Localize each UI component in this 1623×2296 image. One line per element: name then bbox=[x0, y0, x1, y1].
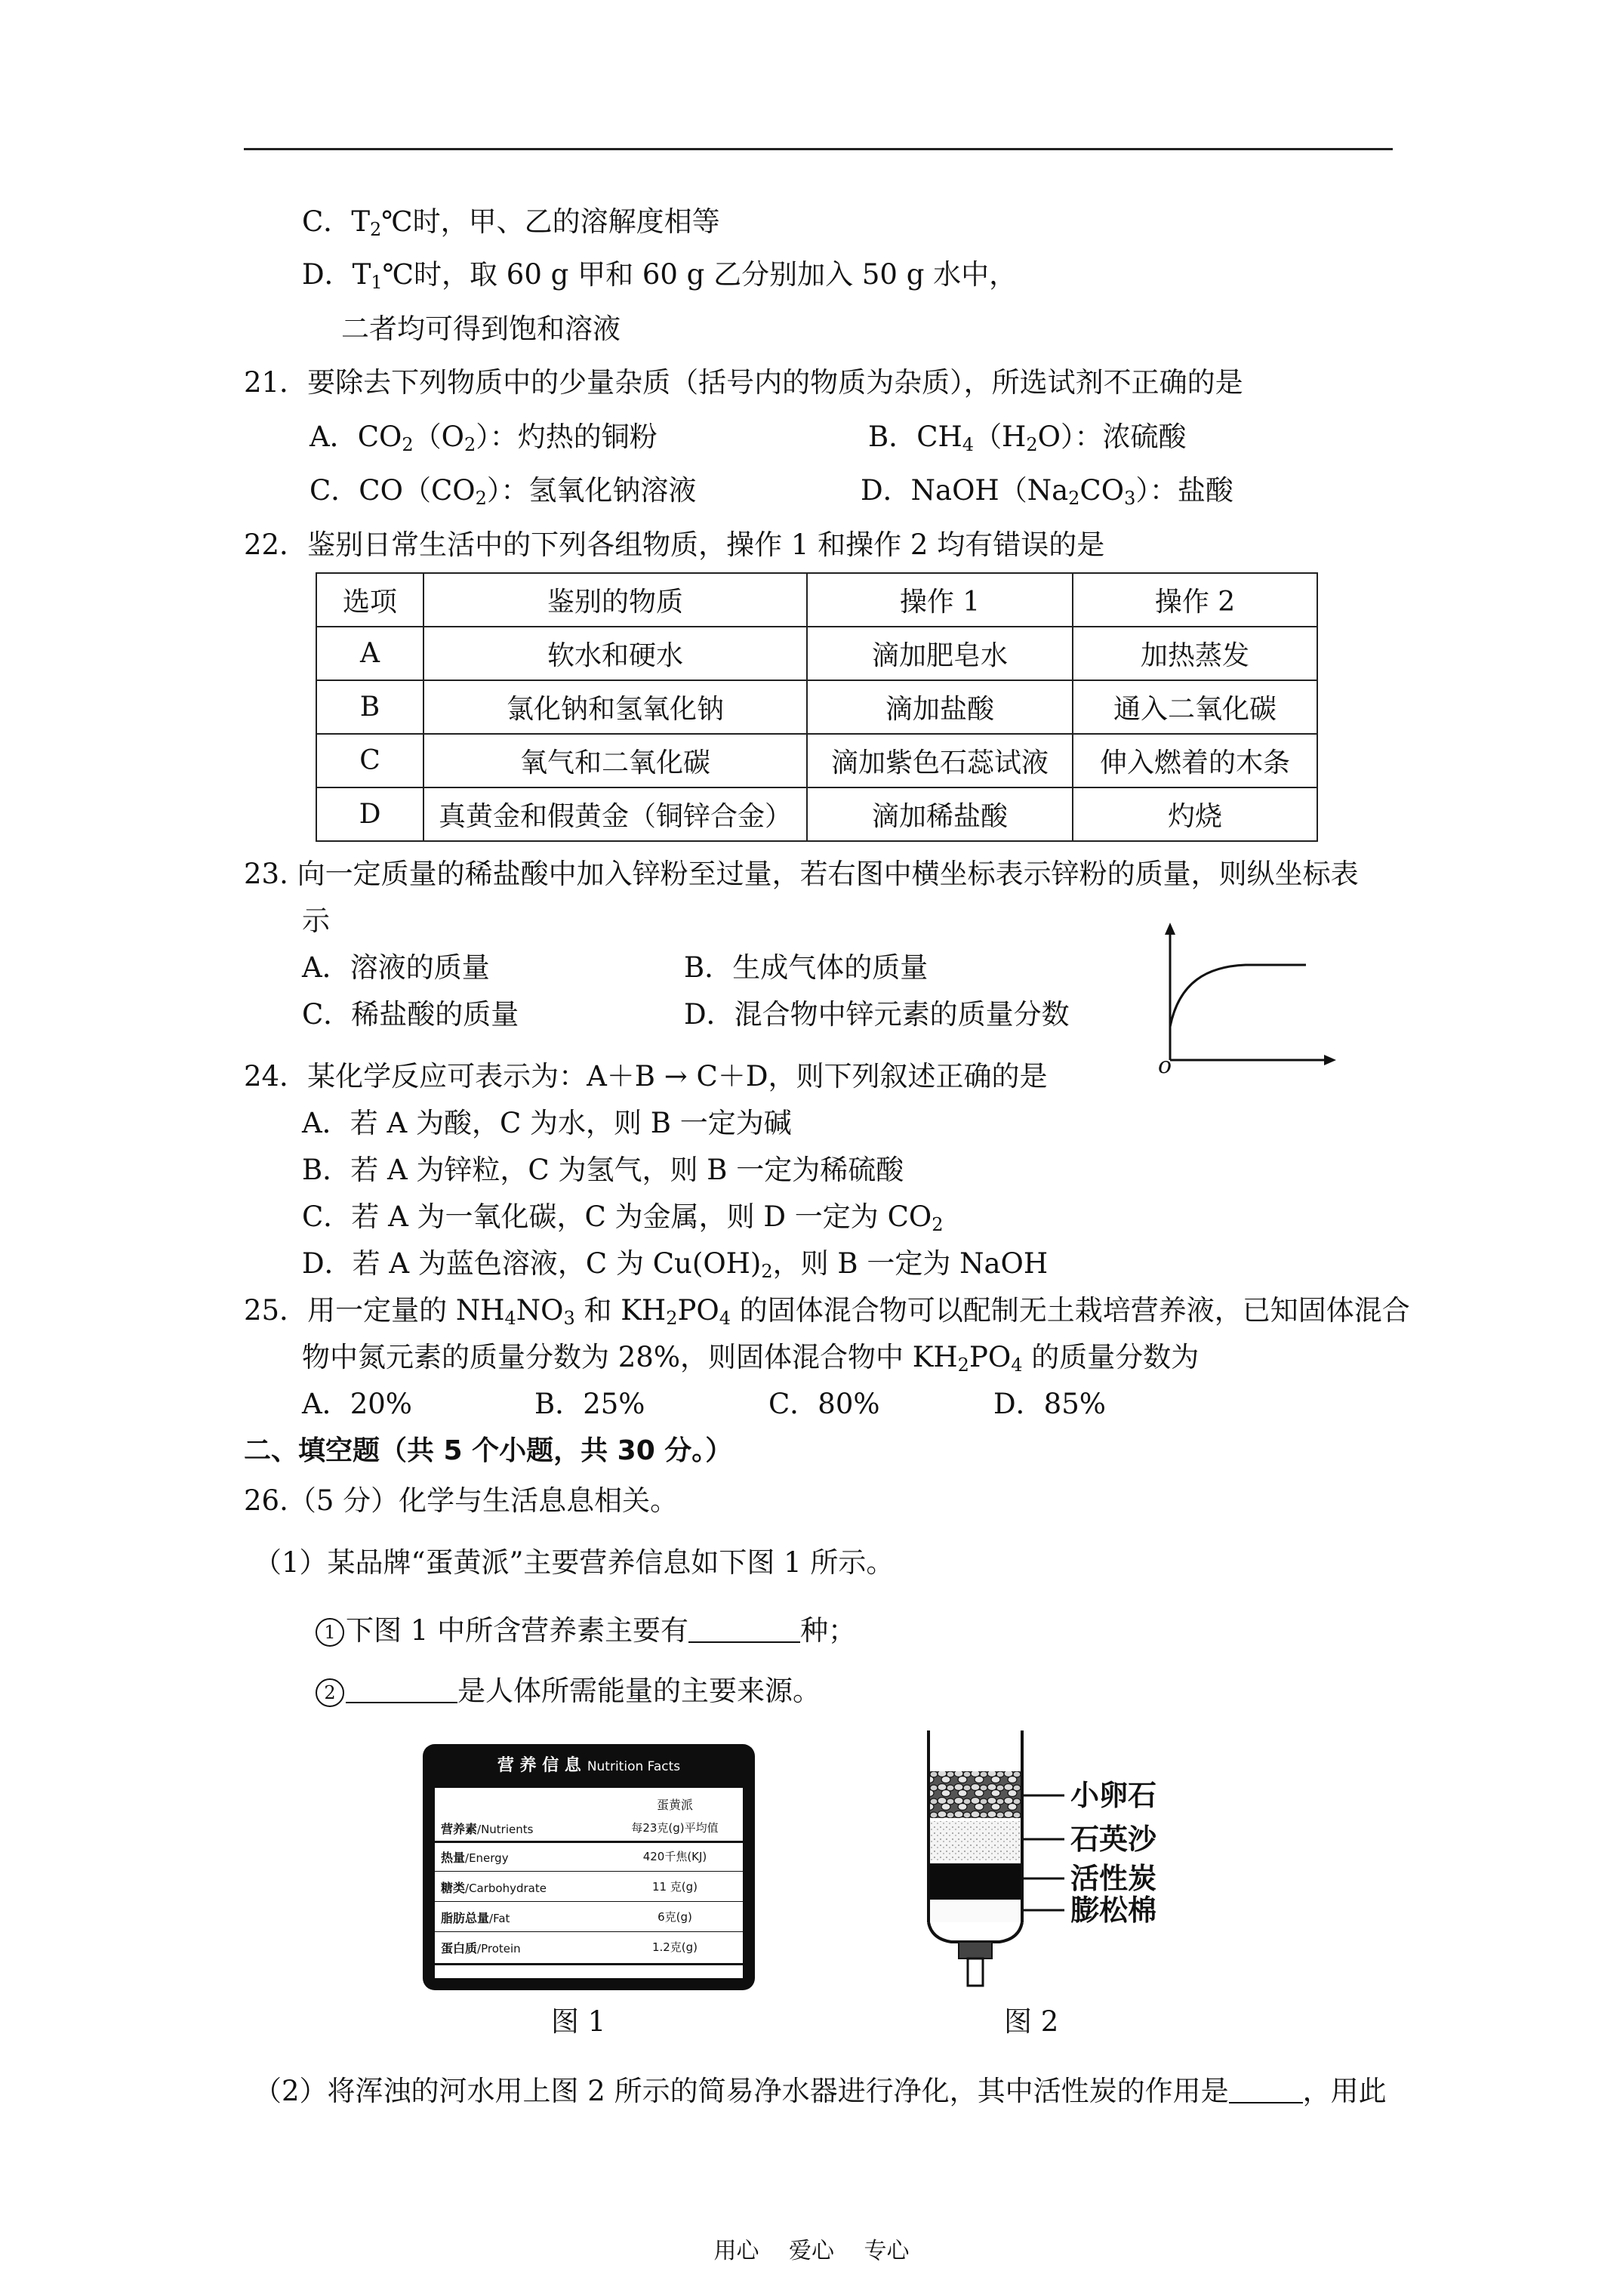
q21-option-b: B．$CH_4(H_2O)$：浓硫酸 bbox=[868, 421, 1187, 455]
q24-option-d: D．若 A 为蓝色溶液，C 为 $Cu(OH)_2$，则 B 一定为 NaOH bbox=[302, 1247, 1049, 1282]
q24-option-b: B．若 A 为锌粒，C 为氢气，则 B 一定为稀硫酸 bbox=[302, 1154, 904, 1186]
q22-table bbox=[316, 572, 1318, 842]
header-rule bbox=[244, 148, 1393, 150]
table-header: 操作 1 bbox=[807, 573, 1073, 627]
q24-option-c: C．若 A 为一氧化碳，C 为金属，则 D 一定为 $CO_2$ bbox=[302, 1200, 944, 1235]
q20-option-c: C．$T_2℃$时，甲、乙的溶解度相等 bbox=[302, 205, 720, 240]
circled-number: 2 bbox=[316, 1678, 344, 1707]
filter-label-sand: 石英沙 bbox=[1070, 1823, 1157, 1856]
table-cell: 滴加盐酸 bbox=[807, 680, 1073, 734]
answer-blank[interactable] bbox=[346, 1676, 457, 1703]
activated-carbon-layer bbox=[930, 1863, 1021, 1900]
table-cell: 氯化钠和氢氧化钠 bbox=[423, 680, 807, 734]
q25-line1: 25．用一定量的 $NH_4NO_3$ 和 $KH_2PO_4$ 的固体混合物可以配制无土栽培营养液，已知固体混合 bbox=[244, 1294, 1410, 1329]
y-axis-arrow bbox=[1165, 923, 1175, 935]
q21-option-d: D．$NaOH(Na_2CO_3)$：盐酸 bbox=[861, 474, 1233, 509]
q21-option-a: A．$CO_2(O_2)$：灼热的铜粉 bbox=[310, 421, 658, 455]
q23-option-b: B．生成气体的质量 bbox=[684, 951, 929, 984]
figure-2-caption: 图 2 bbox=[1004, 2005, 1059, 2038]
q23-option-d: D．混合物中锌元素的质量分数 bbox=[684, 998, 1070, 1031]
page-footer: 用心 爱心 专心 bbox=[713, 2238, 910, 2264]
table-header-row bbox=[316, 573, 1317, 627]
q26-stem: 26.（5 分）化学与生活息息相关。 bbox=[244, 1484, 679, 1517]
table-cell: 滴加肥皂水 bbox=[807, 627, 1073, 680]
table-header: 选项 bbox=[316, 573, 423, 627]
q25-option-d: D．85% bbox=[993, 1388, 1106, 1420]
q21-stem: 21．要除去下列物质中的少量杂质（括号内的物质为杂质），所选试剂不正确的是 bbox=[244, 366, 1243, 399]
answer-blank[interactable] bbox=[688, 1616, 800, 1643]
table-cell: A bbox=[316, 627, 423, 680]
q25-line2: 物中氮元素的质量分数为 28%，则固体混合物中 $KH_2PO_4$ 的质量分数为 bbox=[302, 1341, 1200, 1376]
nutrition-facts-label bbox=[423, 1744, 755, 1990]
table-cell: C bbox=[316, 734, 423, 787]
nutrition-table: 蛋黄派 营养素/Nutrients 每23克(g)平均值 热量/Energy 420千焦(KJ) 糖类/Carbohydrate 11 克(g) 脂肪总量/Fat 6克(g) 蛋白质/Protein 1.2克(g) bbox=[435, 1788, 743, 1978]
table-header: 操作 2 bbox=[1073, 573, 1317, 627]
table-cell: 加热蒸发 bbox=[1073, 627, 1317, 680]
answer-blank[interactable] bbox=[1229, 2076, 1303, 2103]
q26-part2: （2）将浑浊的河水用上图 2 所示的简易净水器进行净化，其中活性炭的作用是 ，用此 bbox=[254, 2075, 1387, 2107]
table-cell: 真黄金和假黄金（铜锌合金） bbox=[423, 787, 807, 841]
x-axis-arrow bbox=[1324, 1055, 1336, 1065]
q25-option-a: A．20% bbox=[302, 1388, 412, 1420]
section-heading: 二、填空题（共 5 个小题，共 30 分。） bbox=[244, 1435, 733, 1466]
product-name: 蛋黄派 bbox=[656, 1798, 693, 1812]
table-row bbox=[316, 627, 1317, 680]
curve bbox=[1170, 965, 1306, 1027]
quartz-sand-layer bbox=[930, 1821, 1021, 1860]
table-cell: 伸入燃着的木条 bbox=[1073, 734, 1317, 787]
q23-stem-cont: 示 bbox=[302, 905, 330, 937]
q26-sub1: 1 下图 1 中所含营养素主要有 种； bbox=[316, 1614, 856, 1647]
table-cell: 灼烧 bbox=[1073, 787, 1317, 841]
figure-1-caption: 图 1 bbox=[551, 2005, 606, 2038]
outlet-tube bbox=[968, 1959, 983, 1986]
q25-option-c: C．80% bbox=[768, 1388, 880, 1420]
table-row bbox=[316, 787, 1317, 841]
cotton-layer bbox=[930, 1900, 1021, 1922]
q26-part1: （1）某品牌“蛋黄派”主要营养信息如下图 1 所示。 bbox=[254, 1546, 895, 1579]
q23-stem: 23. 向一定质量的稀盐酸中加入锌粉至过量，若右图中横坐标表示锌粉的质量，则纵坐标表 bbox=[244, 858, 1359, 890]
bottle-neck bbox=[929, 1922, 1022, 1942]
filter-label-carbon: 活性炭 bbox=[1070, 1862, 1157, 1895]
q23-origin: o bbox=[1158, 1052, 1172, 1079]
circled-number: 1 bbox=[316, 1618, 344, 1647]
q20-option-d-cont: 二者均可得到饱和溶液 bbox=[341, 313, 621, 345]
q20-option-d: D．$T_1℃$时，取 60 g 甲和 60 g 乙分别加入 50 g 水中， bbox=[302, 258, 1018, 293]
filter-label-cotton: 膨松棉 bbox=[1070, 1894, 1157, 1927]
nutrition-title: 营 养 信 息 Nutrition Facts bbox=[497, 1756, 681, 1775]
q24-option-a: A．若 A 为酸，C 为水，则 B 一定为碱 bbox=[302, 1107, 792, 1139]
table-row bbox=[316, 734, 1317, 787]
q22-stem: 22．鉴别日常生活中的下列各组物质，操作 1 和操作 2 均有错误的是 bbox=[244, 529, 1105, 561]
pebble-layer bbox=[930, 1771, 1021, 1818]
q26-sub2: 2 是人体所需能量的主要来源。 bbox=[316, 1675, 821, 1708]
q23-option-c: C．稀盐酸的质量 bbox=[302, 998, 519, 1031]
q25-option-b: B．25% bbox=[534, 1388, 645, 1420]
water-filter-diagram bbox=[921, 1729, 1102, 1993]
bottle-cap bbox=[959, 1942, 992, 1959]
q21-option-c: C．$CO(CO_2)$：氢氧化钠溶液 bbox=[310, 474, 697, 509]
table-header: 鉴别的物质 bbox=[423, 573, 807, 627]
q23-option-a: A．溶液的质量 bbox=[302, 951, 490, 984]
table-row bbox=[316, 680, 1317, 734]
q23-graph bbox=[1147, 921, 1344, 1072]
filter-label-pebbles: 小卵石 bbox=[1070, 1779, 1157, 1812]
table-cell: B bbox=[316, 680, 423, 734]
table-cell: 滴加紫色石蕊试液 bbox=[807, 734, 1073, 787]
q24-stem: 24．某化学反应可表示为：A＋B → C＋D，则下列叙述正确的是 bbox=[244, 1060, 1048, 1093]
table-cell: 软水和硬水 bbox=[423, 627, 807, 680]
table-cell: 滴加稀盐酸 bbox=[807, 787, 1073, 841]
table-cell: 通入二氧化碳 bbox=[1073, 680, 1317, 734]
table-cell: 氧气和二氧化碳 bbox=[423, 734, 807, 787]
table-cell: D bbox=[316, 787, 423, 841]
